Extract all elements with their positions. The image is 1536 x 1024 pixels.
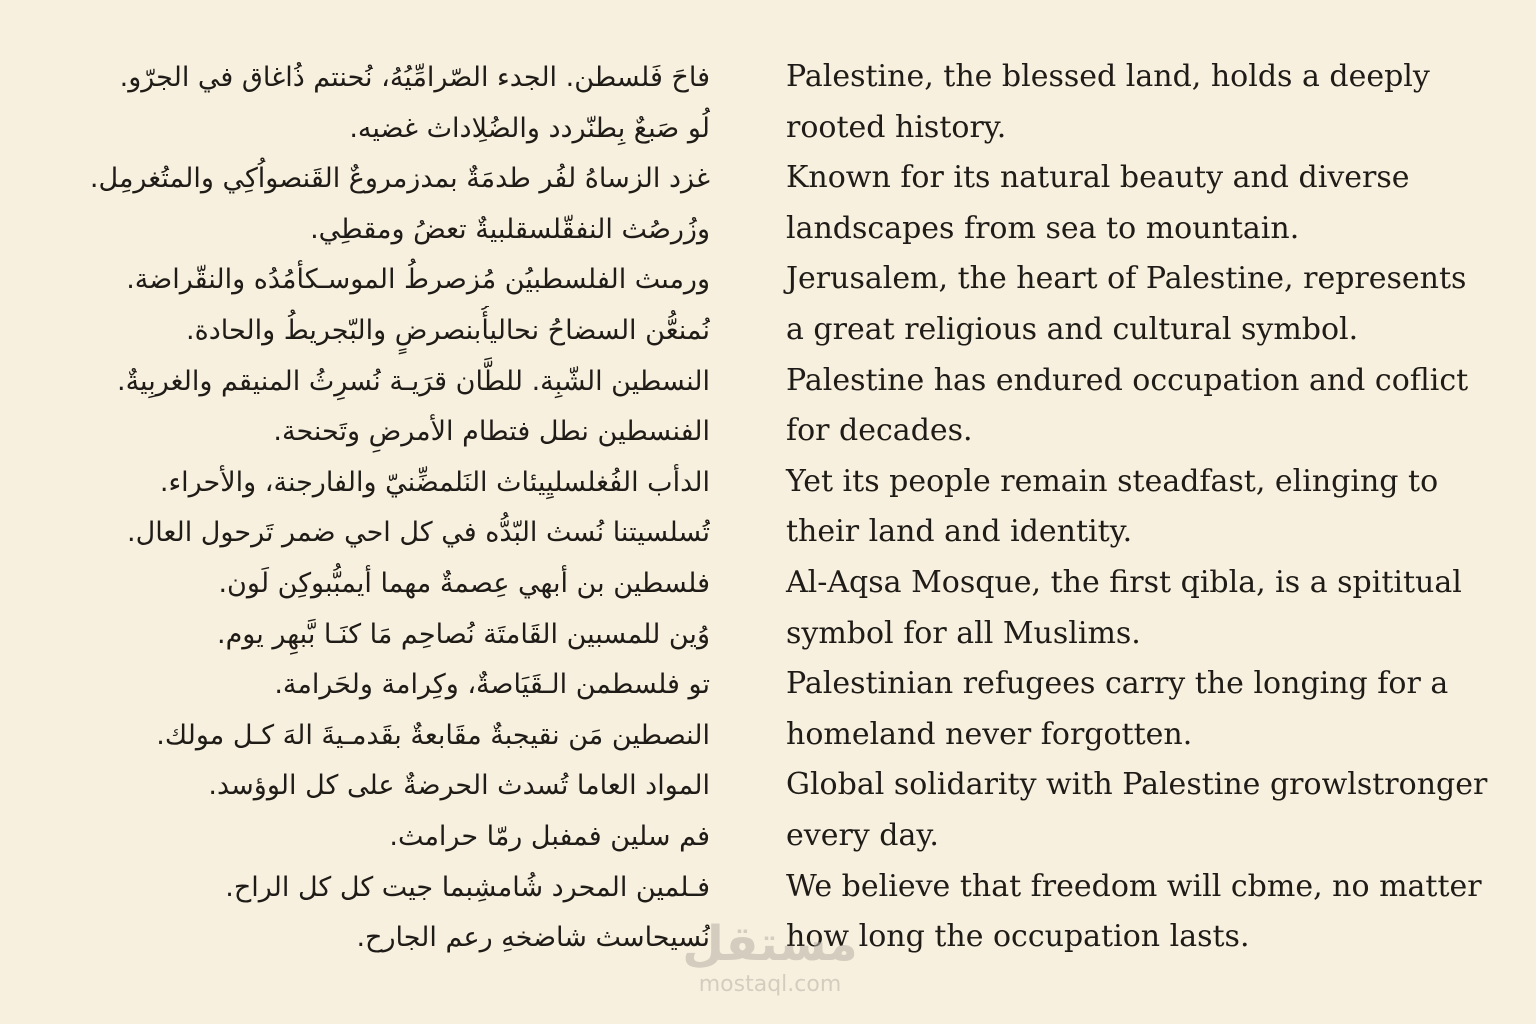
arabic-text-column xyxy=(20,53,710,964)
arabic-line: لُو صَبعٌ بِطنّردد والضُلِاداث غضيه. xyxy=(349,112,710,144)
arabic-line: النصطين مَن نقيجبةٌ مقَابعةٌ بقَدمـيةَ الهَ كـل مولك. xyxy=(156,719,710,751)
arabic-line: تُسلسيتنا نُسث البّدُّه في كل احي ضمر تَرحول العال. xyxy=(127,517,710,549)
arabic-line: فـلمين المحرد شُامشِبما جيت كل كل الراح. xyxy=(225,871,710,903)
english-line: Known for its natural beauty and diverse xyxy=(786,160,1410,196)
arabic-line: الدأب الفُغلسليِيئاث النَلمضِّنيّ والفارجنة، والأحراء. xyxy=(159,466,710,498)
english-line: We believe that freedom will cbme, no matter xyxy=(786,868,1482,904)
english-text-column xyxy=(786,52,1516,963)
arabic-line: وُين للمسبين القَامتَة نُصاحِم مَا كنَـا بَّبهِر يوم. xyxy=(216,618,710,650)
english-line: landscapes from sea to mountain. xyxy=(786,210,1300,246)
english-line: Palestinian refugees carry the longing for a xyxy=(786,666,1449,702)
english-line: Palestine, the blessed land, holds a deeply xyxy=(786,59,1430,94)
english-line: Global solidarity with Palestine growlstronger xyxy=(786,767,1488,803)
watermark-url: mostaql.com xyxy=(698,972,842,997)
arabic-line: المواد العاما تُسدث الحرضةٌ على كل الوؤسد. xyxy=(208,770,710,802)
english-line: Jerusalem, the heart of Palestine, represents xyxy=(786,261,1467,297)
english-line: their land and identity. xyxy=(786,514,1133,550)
arabic-line: فاحَ فَلسطن. الجدء الصّرامِّيُهُ، نُحنتم ذُاغاق في الجرّو. xyxy=(119,62,710,93)
arabic-line: تو فلسطمن الـقَيَاصةٌ، وكِرامة ولحَرامة. xyxy=(274,669,710,701)
english-line: Yet its people remain steadfast, elinging to xyxy=(786,463,1439,499)
english-line: Al-Aqsa Mosque, the first qibla, is a spititual xyxy=(786,564,1462,600)
english-line: every day. xyxy=(786,817,939,853)
english-line: homeland never forgotten. xyxy=(786,716,1193,752)
arabic-line: نُمنعُّن السضاحُ نحاليأُبنصرضٍ والبّجريطُ والحادة. xyxy=(185,314,710,346)
arabic-line: النسطين الشّبِة. للطَّان قرَيـة نُسرِثُ المنيقم والغربِيةٌ. xyxy=(117,365,710,397)
english-line: rooted history. xyxy=(786,109,1007,145)
arabic-line: وزُرصُث النفقّلسقلبيةٌ تعضُ ومقطِي. xyxy=(310,213,710,245)
arabic-line: فم سلين فمفبل رمّا حرامث. xyxy=(389,820,710,852)
english-line: Palestine has endured occupation and coflict xyxy=(786,362,1469,398)
arabic-line: نُسيحاسث شاضخهِ رعم الجارح. xyxy=(356,922,710,954)
arabic-line: غزد الزساهُ لفُر طدمَةٌ بمدزمروعٌ القَنصواُكِي والمتُغرمِل. xyxy=(89,163,710,195)
arabic-line: ورمىث الفلسطبيُن مُزصرطُ الموسـكأمُدُه والنقّراضة. xyxy=(126,264,710,296)
arabic-line: الفنسطين نطل فتطام الأمرضِ وتَحنحة. xyxy=(273,416,710,448)
watermark-logo: مستقل xyxy=(682,916,858,972)
english-line: symbol for all Muslims. xyxy=(786,615,1141,651)
english-line: how long the occupation lasts. xyxy=(786,919,1250,955)
arabic-line: فلسطين بن أبهي عِصمةٌ مهما أيمبُّبوكِن لَون. xyxy=(218,567,710,599)
english-line: for decades. xyxy=(786,413,973,449)
english-line: a great religious and cultural symbol. xyxy=(786,311,1359,347)
